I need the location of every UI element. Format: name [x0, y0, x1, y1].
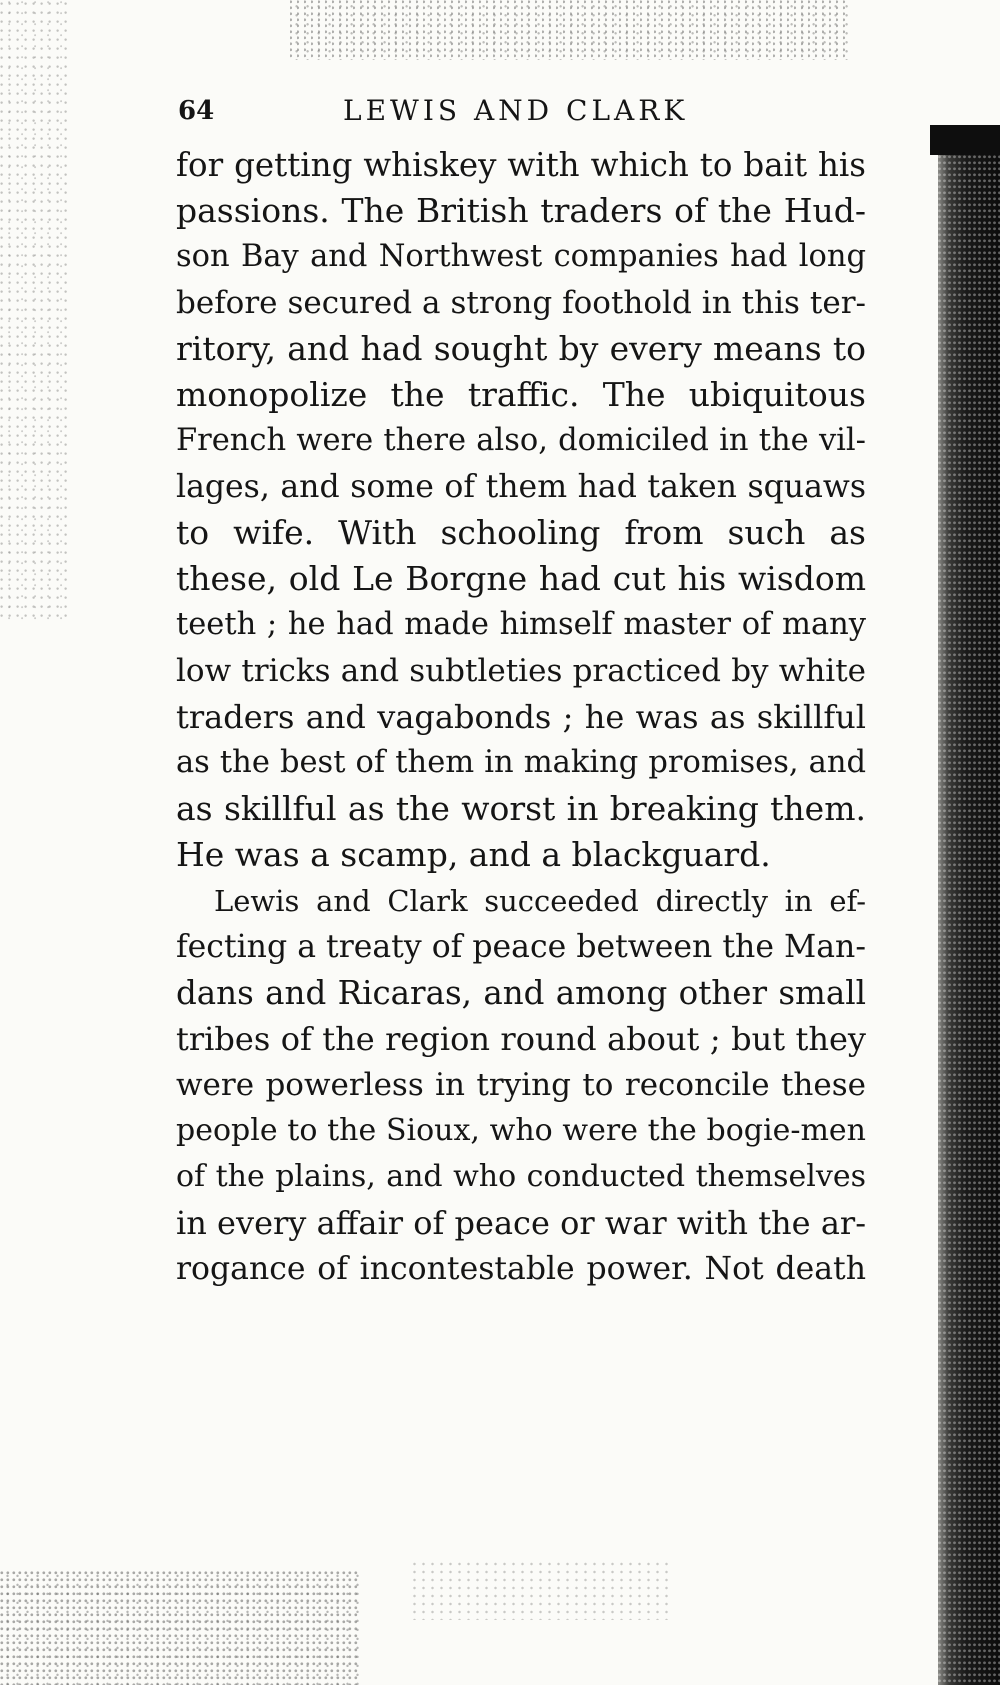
text-line: tribes of the region round about ; but they — [176, 1020, 866, 1058]
page-header — [178, 88, 878, 138]
text-line: rogance of incontestable power. Not death — [176, 1251, 866, 1287]
text-line: monopolize the traffic. The ubiquitous — [176, 375, 866, 414]
page-number: 64 — [178, 96, 215, 126]
text-line: lages, and some of them had taken squaws — [176, 469, 866, 505]
text-line: before secured a strong foothold in this ter- — [176, 285, 866, 321]
text-line: to wife. With schooling from such as — [176, 513, 866, 552]
text-line: people to the Sioux, who were the bogie-men — [176, 1113, 866, 1148]
text-line: these, old Le Borgne had cut his wisdom — [176, 559, 866, 598]
text-line: fecting a treaty of peace between the Man- — [176, 929, 866, 965]
text-line: He was a scamp, and a blackguard. — [176, 835, 771, 874]
text-line: as skillful as the worst in breaking them. — [176, 789, 866, 828]
running-title: LEWIS AND CLARK — [343, 94, 689, 127]
scan-noise-left — [0, 0, 70, 620]
book-binding-shadow — [930, 125, 1000, 155]
text-line: French were there also, domiciled in the vil- — [176, 423, 866, 458]
text-line: traders and vagabonds ; he was as skillful — [176, 698, 866, 736]
text-line: were powerless in trying to reconcile these — [176, 1067, 866, 1103]
paragraph-1 — [176, 142, 866, 878]
book-binding-edge — [938, 125, 1000, 1685]
body-text — [176, 142, 866, 1292]
text-line: as the best of them in making promises, and — [176, 745, 866, 780]
text-line: teeth ; he had made himself master of many — [176, 607, 866, 642]
text-line: ritory, and had sought by every means to — [176, 329, 866, 368]
text-line: Lewis and Clark succeeded directly in ef- — [214, 884, 866, 918]
scan-noise-bottom-mid — [410, 1560, 670, 1620]
scan-noise-bottom-left — [0, 1570, 360, 1685]
text-line: son Bay and Northwest companies had long — [176, 239, 866, 274]
text-line: low tricks and subtleties practiced by white — [176, 653, 866, 689]
text-line: of the plains, and who conducted themselves — [176, 1159, 866, 1194]
paragraph-2 — [176, 878, 866, 1292]
text-line: passions. The British traders of the Hud- — [176, 191, 866, 230]
text-line: in every affair of peace or war with the ar- — [176, 1204, 866, 1242]
text-line: for getting whiskey with which to bait his — [176, 146, 866, 184]
text-line: dans and Ricaras, and among other small — [176, 974, 866, 1012]
scan-noise-top — [290, 0, 850, 60]
